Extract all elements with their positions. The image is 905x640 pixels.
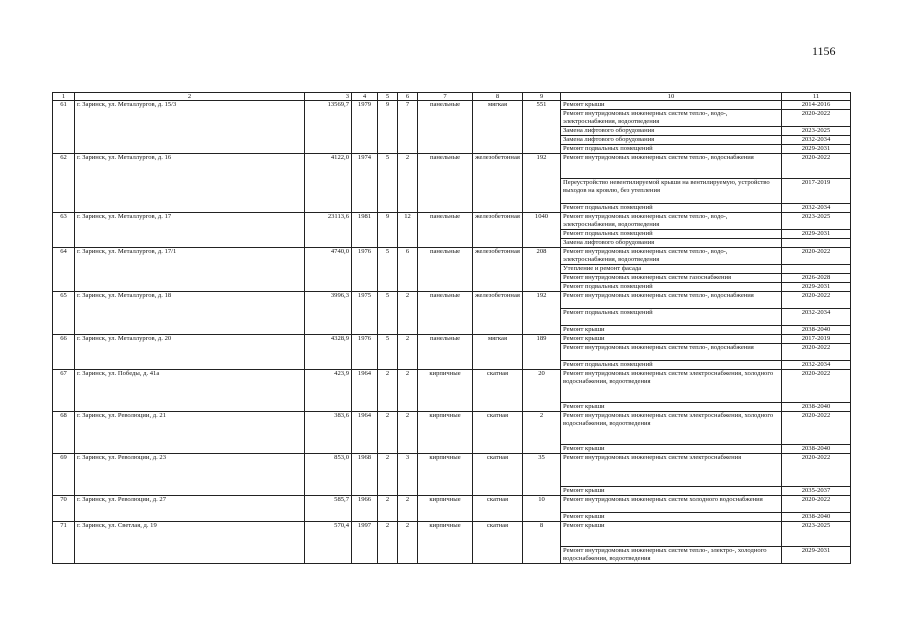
residents-cell: 8 (523, 522, 561, 564)
address-cell: г. Заринск, ул. Металлургов, д. 15/3 (75, 101, 305, 154)
work-period-cell: 2029-2031 (782, 547, 851, 564)
area-cell: 23113,6 (305, 213, 352, 248)
work-type-cell: Ремонт внутридомовых инженерных систем тепло-, водоснабжения (561, 292, 782, 309)
work-period-cell: 2029-2031 (782, 283, 851, 292)
residents-cell: 1040 (523, 213, 561, 248)
residents-cell: 10 (523, 496, 561, 522)
work-period-cell: 2038-2040 (782, 403, 851, 412)
residents-cell: 189 (523, 335, 561, 370)
work-type-cell: Ремонт внутридомовых инженерных систем электроснабжения, холодного водоснабжения, водоотведения (561, 412, 782, 445)
header-cell: 4 (352, 93, 378, 101)
header-cell: 1 (53, 93, 75, 101)
row-number: 67 (53, 370, 75, 412)
table-row (53, 335, 851, 344)
roof-cell: железобетонная (473, 154, 523, 213)
work-type-cell: Ремонт внутридомовых инженерных систем электроснабжения (561, 454, 782, 487)
residents-cell: 35 (523, 454, 561, 496)
work-period-cell: 2020-2022 (782, 412, 851, 445)
work-period-cell: 2029-2031 (782, 145, 851, 154)
table-row (53, 248, 851, 265)
roof-cell: скатная (473, 412, 523, 454)
walls-cell: панельные (418, 248, 473, 292)
work-period-cell (782, 239, 851, 248)
entrances-cell: 2 (398, 496, 418, 522)
table-row (53, 154, 851, 179)
work-period-cell: 2032-2034 (782, 136, 851, 145)
entrances-cell: 12 (398, 213, 418, 248)
row-number: 64 (53, 248, 75, 292)
work-type-cell: Ремонт внутридомовых инженерных систем тепло-, водоснабжения (561, 344, 782, 361)
area-cell: 853,0 (305, 454, 352, 496)
work-period-cell: 2020-2022 (782, 496, 851, 513)
table-row (53, 496, 851, 513)
work-type-cell: Ремонт крыши (561, 403, 782, 412)
work-type-cell: Ремонт внутридомовых инженерных систем холодного водоснабжения (561, 496, 782, 513)
work-type-cell: Ремонт внутридомовых инженерных систем электроснабжения, холодного водоснабжения, водоотведения (561, 370, 782, 403)
work-period-cell: 2014-2016 (782, 101, 851, 110)
work-type-cell: Переустройство невентилируемой крыши на вентилируемую, устройство выходов на кровлю, без утепления (561, 179, 782, 204)
entrances-cell: 2 (398, 292, 418, 335)
year-cell: 1979 (352, 101, 378, 154)
entrances-cell: 6 (398, 248, 418, 292)
row-number: 69 (53, 454, 75, 496)
floors-cell: 9 (378, 213, 398, 248)
address-cell: г. Заринск, ул. Металлургов, д. 18 (75, 292, 305, 335)
work-period-cell: 2023-2025 (782, 127, 851, 136)
work-period-cell: 2020-2022 (782, 110, 851, 127)
header-cell: 11 (782, 93, 851, 101)
residents-cell: 551 (523, 101, 561, 154)
header-row (53, 93, 851, 101)
residents-cell: 20 (523, 370, 561, 412)
work-period-cell: 2035-2037 (782, 487, 851, 496)
year-cell: 1976 (352, 248, 378, 292)
work-period-cell: 2020-2022 (782, 344, 851, 361)
row-number: 61 (53, 101, 75, 154)
work-period-cell: 2032-2034 (782, 361, 851, 370)
work-type-cell: Замена лифтового оборудования (561, 127, 782, 136)
work-type-cell: Ремонт подвальных помещений (561, 230, 782, 239)
work-type-cell: Ремонт крыши (561, 335, 782, 344)
address-cell: г. Заринск, ул. Победы, д. 41а (75, 370, 305, 412)
entrances-cell: 7 (398, 101, 418, 154)
roof-cell: железобетонная (473, 248, 523, 292)
entrances-cell: 2 (398, 370, 418, 412)
year-cell: 1968 (352, 454, 378, 496)
floors-cell: 5 (378, 248, 398, 292)
walls-cell: кирпичные (418, 454, 473, 496)
residents-cell: 192 (523, 154, 561, 213)
header-cell: 8 (473, 93, 523, 101)
table-body (53, 93, 851, 564)
work-period-cell: 2023-2025 (782, 213, 851, 230)
area-cell: 423,9 (305, 370, 352, 412)
row-number: 66 (53, 335, 75, 370)
entrances-cell: 2 (398, 412, 418, 454)
work-type-cell: Ремонт крыши (561, 513, 782, 522)
year-cell: 1974 (352, 154, 378, 213)
work-period-cell: 2020-2022 (782, 248, 851, 265)
work-type-cell: Ремонт крыши (561, 445, 782, 454)
work-type-cell: Ремонт внутридомовых инженерных систем тепло-, водо-, электроснабжения, водоотведения (561, 248, 782, 265)
work-type-cell: Утепление и ремонт фасада (561, 265, 782, 274)
work-type-cell: Ремонт внутридомовых инженерных систем тепло-, электро-, холодного водоснабжения, водоотведения (561, 547, 782, 564)
roof-cell: мягкая (473, 335, 523, 370)
entrances-cell: 2 (398, 522, 418, 564)
row-number: 63 (53, 213, 75, 248)
area-cell: 3996,3 (305, 292, 352, 335)
roof-cell: железобетонная (473, 213, 523, 248)
floors-cell: 2 (378, 522, 398, 564)
header-cell: 3 (305, 93, 352, 101)
work-period-cell: 2038-2040 (782, 445, 851, 454)
table-row (53, 213, 851, 230)
work-type-cell: Ремонт внутридомовых инженерных систем газоснабжения (561, 274, 782, 283)
work-period-cell: 2020-2022 (782, 154, 851, 179)
address-cell: г. Заринск, ул. Металлургов, д. 17 (75, 213, 305, 248)
area-cell: 383,6 (305, 412, 352, 454)
table-row (53, 522, 851, 547)
table-row (53, 454, 851, 487)
area-cell: 585,7 (305, 496, 352, 522)
year-cell: 1964 (352, 412, 378, 454)
work-type-cell: Ремонт крыши (561, 487, 782, 496)
floors-cell: 5 (378, 154, 398, 213)
floors-cell: 2 (378, 412, 398, 454)
row-number: 62 (53, 154, 75, 213)
roof-cell: скатная (473, 496, 523, 522)
year-cell: 1997 (352, 522, 378, 564)
residents-cell: 208 (523, 248, 561, 292)
roof-cell: скатная (473, 522, 523, 564)
floors-cell: 2 (378, 496, 398, 522)
work-type-cell: Ремонт подвальных помещений (561, 283, 782, 292)
table-row (53, 101, 851, 110)
work-period-cell: 2017-2019 (782, 179, 851, 204)
row-number: 65 (53, 292, 75, 335)
header-cell: 6 (398, 93, 418, 101)
work-type-cell: Ремонт внутридомовых инженерных систем тепло-, водоснабжения (561, 154, 782, 179)
walls-cell: панельные (418, 154, 473, 213)
area-cell: 4122,0 (305, 154, 352, 213)
page-number: 1156 (812, 44, 836, 58)
work-period-cell: 2023-2025 (782, 522, 851, 547)
walls-cell: панельные (418, 292, 473, 335)
floors-cell: 5 (378, 292, 398, 335)
row-number: 71 (53, 522, 75, 564)
table-row (53, 412, 851, 445)
header-cell: 5 (378, 93, 398, 101)
work-type-cell: Ремонт подвальных помещений (561, 145, 782, 154)
work-type-cell: Ремонт крыши (561, 326, 782, 335)
row-number: 68 (53, 412, 75, 454)
walls-cell: кирпичные (418, 496, 473, 522)
area-cell: 13569,7 (305, 101, 352, 154)
roof-cell: скатная (473, 370, 523, 412)
work-period-cell: 2020-2022 (782, 292, 851, 309)
work-type-cell: Ремонт крыши (561, 101, 782, 110)
work-type-cell: Замена лифтового оборудования (561, 239, 782, 248)
walls-cell: панельные (418, 101, 473, 154)
roof-cell: железобетонная (473, 292, 523, 335)
work-type-cell: Ремонт крыши (561, 522, 782, 547)
address-cell: г. Заринск, ул. Революции, д. 23 (75, 454, 305, 496)
year-cell: 1976 (352, 335, 378, 370)
row-number: 70 (53, 496, 75, 522)
floors-cell: 5 (378, 335, 398, 370)
header-cell: 9 (523, 93, 561, 101)
address-cell: г. Заринск, ул. Металлургов, д. 17/1 (75, 248, 305, 292)
address-cell: г. Заринск, ул. Металлургов, д. 20 (75, 335, 305, 370)
address-cell: г. Заринск, ул. Революции, д. 21 (75, 412, 305, 454)
table-row (53, 292, 851, 309)
work-type-cell: Ремонт подвальных помещений (561, 204, 782, 213)
entrances-cell: 2 (398, 154, 418, 213)
work-type-cell: Ремонт внутридомовых инженерных систем тепло-, водо-, электроснабжения, водоотведения (561, 110, 782, 127)
walls-cell: панельные (418, 335, 473, 370)
walls-cell: кирпичные (418, 522, 473, 564)
area-cell: 570,4 (305, 522, 352, 564)
year-cell: 1975 (352, 292, 378, 335)
work-period-cell (782, 265, 851, 274)
address-cell: г. Заринск, ул. Металлургов, д. 16 (75, 154, 305, 213)
walls-cell: панельные (418, 213, 473, 248)
header-cell: 7 (418, 93, 473, 101)
repair-program-table (52, 92, 851, 564)
work-type-cell: Ремонт подвальных помещений (561, 309, 782, 326)
work-period-cell: 2026-2028 (782, 274, 851, 283)
work-period-cell: 2032-2034 (782, 309, 851, 326)
work-period-cell: 2038-2040 (782, 326, 851, 335)
roof-cell: скатная (473, 454, 523, 496)
roof-cell: мягкая (473, 101, 523, 154)
area-cell: 4740,0 (305, 248, 352, 292)
work-period-cell: 2029-2031 (782, 230, 851, 239)
work-period-cell: 2020-2022 (782, 370, 851, 403)
year-cell: 1981 (352, 213, 378, 248)
residents-cell: 192 (523, 292, 561, 335)
walls-cell: кирпичные (418, 370, 473, 412)
floors-cell: 9 (378, 101, 398, 154)
floors-cell: 2 (378, 370, 398, 412)
address-cell: г. Заринск, ул. Революции, д. 27 (75, 496, 305, 522)
entrances-cell: 3 (398, 454, 418, 496)
walls-cell: кирпичные (418, 412, 473, 454)
work-type-cell: Замена лифтового оборудования (561, 136, 782, 145)
address-cell: г. Заринск, ул. Светлая, д. 19 (75, 522, 305, 564)
residents-cell: 2 (523, 412, 561, 454)
work-period-cell: 2038-2040 (782, 513, 851, 522)
header-cell: 2 (75, 93, 305, 101)
work-period-cell: 2032-2034 (782, 204, 851, 213)
work-type-cell: Ремонт подвальных помещений (561, 361, 782, 370)
entrances-cell: 2 (398, 335, 418, 370)
work-type-cell: Ремонт внутридомовых инженерных систем тепло-, водо-, электроснабжения, водоотведения (561, 213, 782, 230)
table-row (53, 370, 851, 403)
year-cell: 1964 (352, 370, 378, 412)
header-cell: 10 (561, 93, 782, 101)
work-period-cell: 2020-2022 (782, 454, 851, 487)
area-cell: 4328,9 (305, 335, 352, 370)
work-period-cell: 2017-2019 (782, 335, 851, 344)
year-cell: 1966 (352, 496, 378, 522)
floors-cell: 2 (378, 454, 398, 496)
